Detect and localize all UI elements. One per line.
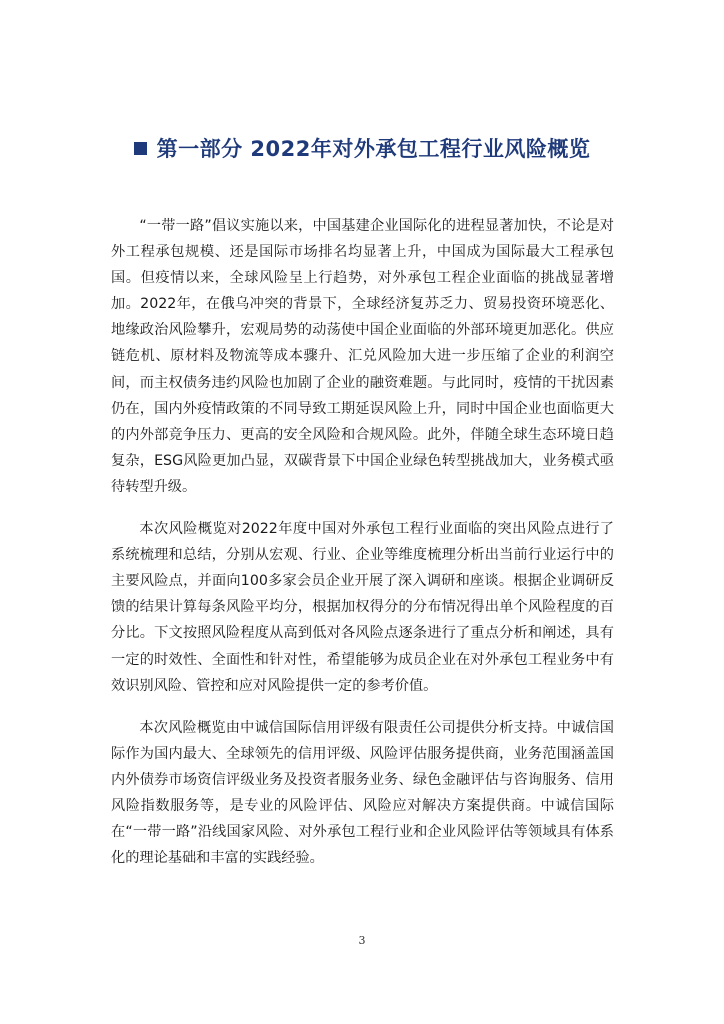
paragraph-support: 本次风险概览由中诚信国际信用评级有限责任公司提供分析支持。中诚信国际作为国内最大、全球领先的信用评级、风险评估服务提供商，业务范围涵盖国内外债券市场资信评级业务及投资者服务业务、绿色金融评估与咨询服务、信用风险指数服务等，是专业的风险评估、风险应对解决方案提供商。中诚信国际在“一带一路”沿线国家风险、对外承包工程行业和企业风险评估等领域具有体系化的理论基础和丰富的实践经验。 (111, 719, 614, 867)
body-text (111, 213, 614, 887)
paragraph-overview: 本次风险概览对2022年度中国对外承包工程行业面临的突出风险点进行了系统梳理和总结，分别从宏观、行业、企业等维度梳理分析出当前行业运行中的主要风险点，并面向100多家会员企业开展了深入调研和座谈。根据企业调研反馈的结果计算每条风险平均分，根据加权得分的分布情况得出单个风险程度的百分比。下文按照风险程度从高到低对各风险点逐条进行了重点分析和阐述，具有一定的时效性、全面性和针对性，希望能够为成员企业在对外承包工程业务中有效识别风险、管控和应对风险提供一定的参考价值。 (111, 521, 614, 694)
page-number: 3 (358, 934, 366, 947)
section-heading (0, 128, 724, 168)
paragraph-intro: “一带一路”倡议实施以来，中国基建企业国际化的进程显著加快，不论是对外工程承包规模、还是国际市场排名均显著上升，中国成为国际最大工程承包国。但疫情以来，全球风险呈上行趋势，对外承包工程企业面临的挑战显著增加。2022年，在俄乌冲突的背景下，全球经济复苏乏力、贸易投资环境恶化、地缘政治风险攀升，宏观局势的动荡使中国企业面临的外部环境更加恶化。供应链危机、原材料及物流等成本骤升、汇兑风险加大进一步压缩了企业的利润空间，而主权债务违约风险也加剧了企业的融资难题。与此同时，疫情的干扰因素仍在，国内外疫情政策的不同导致工期延误风险上升，同时中国企业也面临更大的内外部竞争压力、更高的安全风险和合规风险。此外，伴随全球生态环境日趋复杂，ESG风险更加凸显，双碳背景下中国企业绿色转型挑战加大，业务模式亟待转型升级。 (111, 218, 614, 495)
square-bullet-icon (134, 142, 147, 155)
section-title: 第一部分 2022年对外承包工程行业风险概览 (156, 137, 591, 161)
